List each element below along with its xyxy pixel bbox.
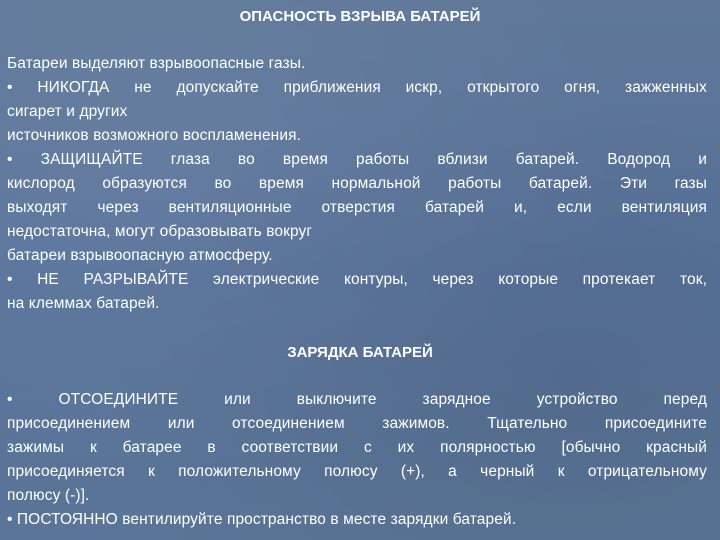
- text-line: источников возможного воспламенения.: [7, 127, 301, 144]
- text-line: недостаточна, могут образовывать вокруг: [7, 223, 313, 240]
- text-line: выходят через вентиляционные отверстия батарей и, если вентиляция: [7, 199, 707, 216]
- section-title-explosion-hazard: ОПАСНОСТЬ ВЗРЫВА БАТАРЕЙ: [239, 8, 481, 25]
- text-line: • ОТСОЕДИНИТЕ или выключите зарядное устройство перед: [7, 391, 707, 408]
- explosion-hazard-text: [7, 52, 707, 316]
- text-line: • ПОСТОЯННО вентилируйте пространство в месте зарядки батарей.: [7, 511, 517, 528]
- text-line: • НЕ РАЗРЫВАЙТЕ электрические контуры, через которые протекает ток,: [7, 271, 707, 288]
- text-line: кислород образуются во время нормальной работы батарей. Эти газы: [7, 175, 707, 192]
- text-line: полюсу (-)].: [7, 487, 90, 504]
- section-title-battery-charging: ЗАРЯДКА БАТАРЕЙ: [287, 344, 433, 361]
- text-line: • ЗАЩИЩАЙТЕ глаза во время работы вблизи батарей. Водород и: [7, 151, 707, 168]
- text-line: сигарет и других: [7, 103, 128, 120]
- battery-charging-text: [7, 388, 707, 532]
- text-line: на клеммах батарей.: [7, 295, 160, 312]
- text-line: • НИКОГДА не допускайте приближения искр, открытого огня, зажженных: [7, 79, 707, 96]
- text-line: батареи взрывоопасную атмосферу.: [7, 247, 273, 264]
- text-line: присоединяется к положительному полюсу (+), а черный к отрицательному: [7, 463, 707, 480]
- text-line: Батареи выделяют взрывоопасные газы.: [7, 55, 306, 72]
- text-line: присоединением или отсоединением зажимов. Тщательно присоедините: [7, 415, 707, 432]
- text-line: зажимы к батарее в соответствии с их полярностью [обычно красный: [7, 439, 707, 456]
